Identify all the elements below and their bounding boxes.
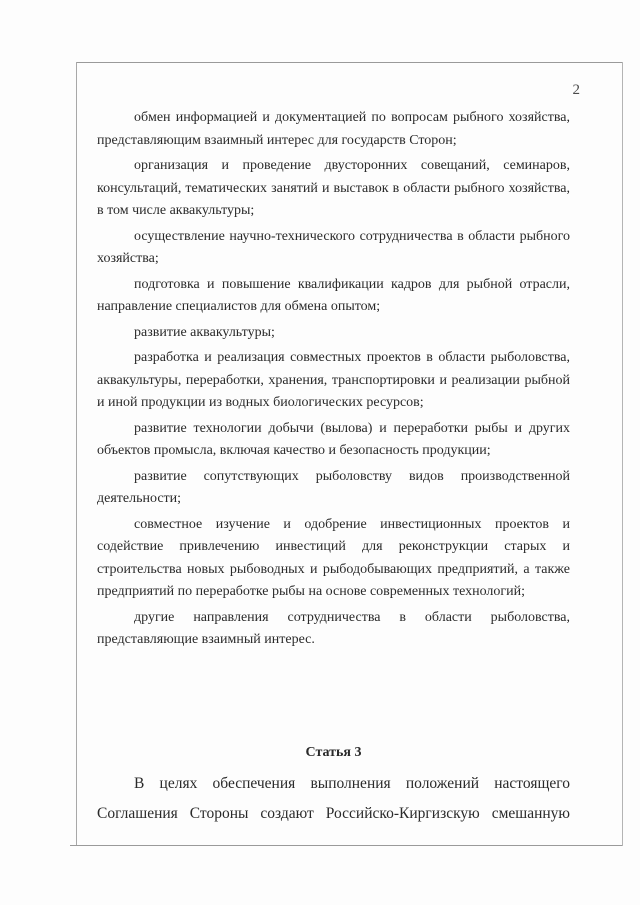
page-number: 2 <box>572 82 580 98</box>
page-border-top <box>76 62 622 63</box>
paragraph: организация и проведение двусторонних совещаний, семинаров, консультаций, тематических занятий и выставок в области рыбного хозяйства, в том числе аквакультуры; <box>97 158 570 218</box>
paragraph: обмен информацией и документацией по вопросам рыбного хозяйства, представляющим взаимный интерес для государств Сторон; <box>97 110 570 148</box>
article-heading: Статья 3 <box>305 745 362 760</box>
paragraph: развитие сопутствующих рыболовству видов производственной деятельности; <box>97 468 570 506</box>
page-border-right <box>622 62 623 846</box>
page-border-left <box>76 62 77 846</box>
paragraph: осуществление научно-технического сотрудничества в области рыбного хозяйства; <box>97 228 570 266</box>
paragraph: развитие аквакультуры; <box>134 324 275 340</box>
paragraph: развитие технологии добычи (вылова) и переработки рыбы и других объектов промысла, включая качество и безопасность продукции; <box>97 420 570 458</box>
paragraph: подготовка и повышение квалификации кадров для рыбной отрасли, направление специалистов для обмена опытом; <box>97 276 570 314</box>
paragraph: В целях обеспечения выполнения положений настоящего Соглашения Стороны создают Российско-Киргизскую смешанную <box>97 775 570 822</box>
article-text <box>97 769 570 829</box>
page-border-bottom <box>70 845 622 846</box>
paragraph: разработка и реализация совместных проектов в области рыболовства, аквакультуры, переработки, хранения, транспортировки и реализации рыбной и иной продукции из водных биологических ресурсов; <box>97 350 570 410</box>
paragraph: совместное изучение и одобрение инвестиционных проектов и содействие привлечению инвестиций для реконструкции старых и строительства новых рыбоводных и рыбодобывающих предприятий, а также предприятий по переработке рыбы на основе современных технологий; <box>97 516 570 599</box>
body-text <box>97 107 570 655</box>
paragraph: другие направления сотрудничества в области рыболовства, представляющие взаимный интерес. <box>97 609 570 647</box>
